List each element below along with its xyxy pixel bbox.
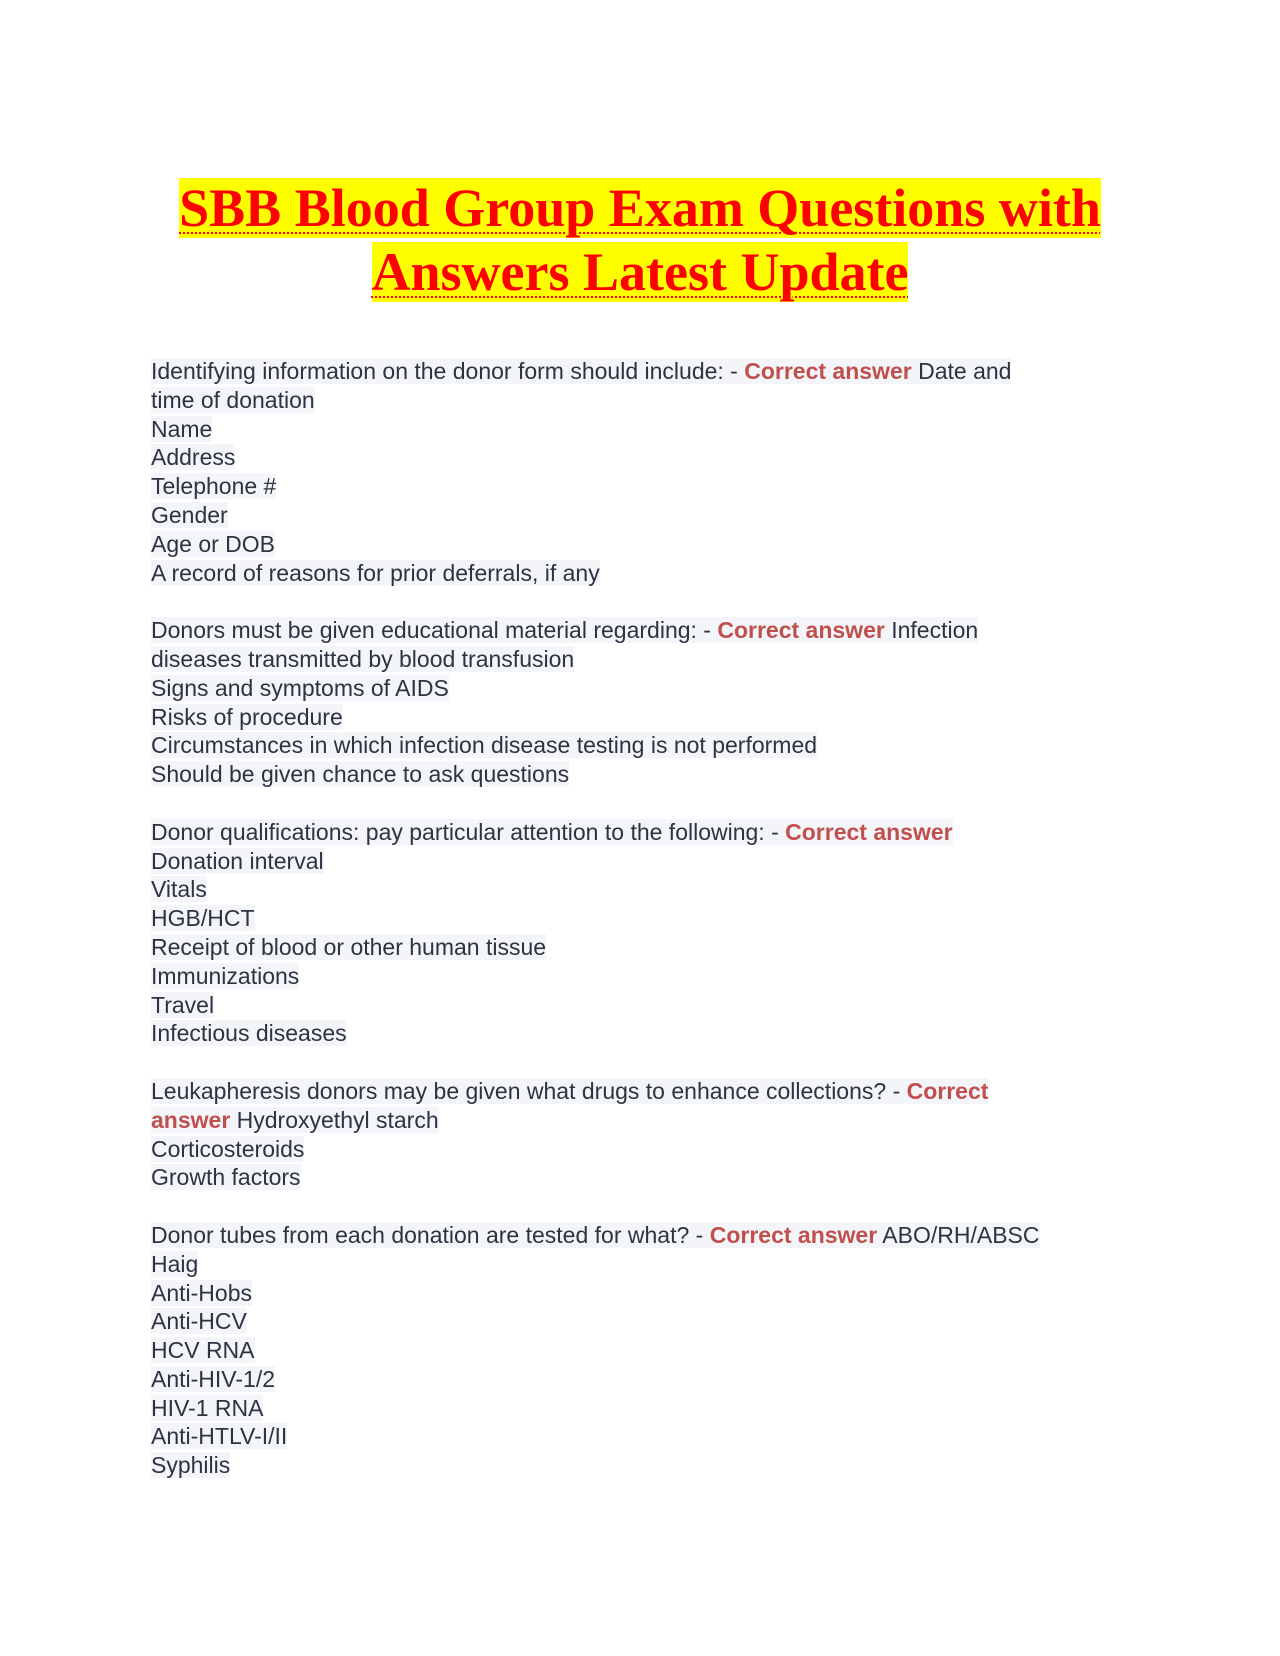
answer-line: Should be given chance to ask questions: [151, 761, 570, 788]
question-text: Identifying information on the donor form should include: -: [151, 358, 745, 384]
question-block: [151, 1077, 1131, 1192]
answer-line: Vitals: [151, 876, 207, 903]
answer-line: Growth factors: [151, 1164, 301, 1191]
document-title: [0, 176, 1280, 304]
answer-line: Anti-HTLV-I/II: [151, 1423, 288, 1450]
answer-line: Corticosteroids: [151, 1135, 305, 1162]
title-line-2: Answers Latest Update: [371, 242, 909, 302]
answer-line: Telephone #: [151, 473, 277, 500]
answer-line: time of donation: [151, 386, 315, 413]
question-text: Donors must be given educational material regarding: -: [151, 617, 718, 644]
answer-line: Age or DOB: [151, 530, 275, 557]
correct-answer-label: Correct answer: [717, 617, 885, 644]
question-text: Leukapheresis donors may be given what drugs to enhance collections? -: [151, 1077, 907, 1104]
document-body: [151, 357, 1131, 1480]
correct-answer-label: Correct: [906, 1077, 989, 1104]
answer-line: Anti-Hobs: [151, 1279, 252, 1306]
answer-line: Travel: [151, 991, 215, 1018]
answer-line: Receipt of blood or other human tissue: [151, 933, 547, 960]
answer-line: Anti-HCV: [151, 1308, 247, 1335]
answer-line: Anti-HIV-1/2: [151, 1365, 275, 1392]
answer-text: ABO/RH/ABSC: [877, 1221, 1040, 1248]
answer-line: HIV-1 RNA: [151, 1394, 264, 1421]
answer-line: Donation interval: [151, 847, 324, 874]
title-line-1: SBB Blood Group Exam Questions with: [179, 178, 1101, 238]
correct-answer-label: Correct answer: [744, 358, 912, 384]
answer-line: HCV RNA: [151, 1337, 255, 1364]
correct-answer-label: answer: [151, 1106, 231, 1133]
answer-line: Immunizations: [151, 962, 300, 989]
answer-text: Infection: [884, 617, 979, 644]
answer-line: Name: [151, 415, 213, 442]
answer-line: Haig: [151, 1250, 199, 1277]
question-text: Donor tubes from each donation are tested for what? -: [151, 1221, 710, 1248]
question-block: [151, 616, 1131, 789]
answer-line: diseases transmitted by blood transfusion: [151, 645, 575, 672]
correct-answer-label: Correct answer: [709, 1221, 878, 1248]
answer-line: HGB/HCT: [151, 905, 255, 932]
answer-line: Address: [151, 444, 236, 471]
answer-line: Risks of procedure: [151, 703, 343, 730]
correct-answer-label: Correct answer: [785, 818, 953, 845]
answer-line: Signs and symptoms of AIDS: [151, 674, 449, 701]
question-text: Donor qualifications: pay particular attention to the following: -: [151, 818, 786, 845]
answer-text: Hydroxyethyl starch: [230, 1106, 439, 1133]
question-block: [151, 357, 1131, 587]
answer-line: Infectious diseases: [151, 1020, 347, 1047]
answer-line: A record of reasons for prior deferrals, if any: [151, 559, 600, 586]
question-block: [151, 818, 1131, 1048]
question-block: [151, 1221, 1131, 1480]
answer-text: Date and: [911, 358, 1012, 384]
answer-line: Gender: [151, 501, 228, 528]
answer-line: Syphilis: [151, 1452, 231, 1479]
answer-line: Circumstances in which infection disease testing is not performed: [151, 732, 818, 759]
